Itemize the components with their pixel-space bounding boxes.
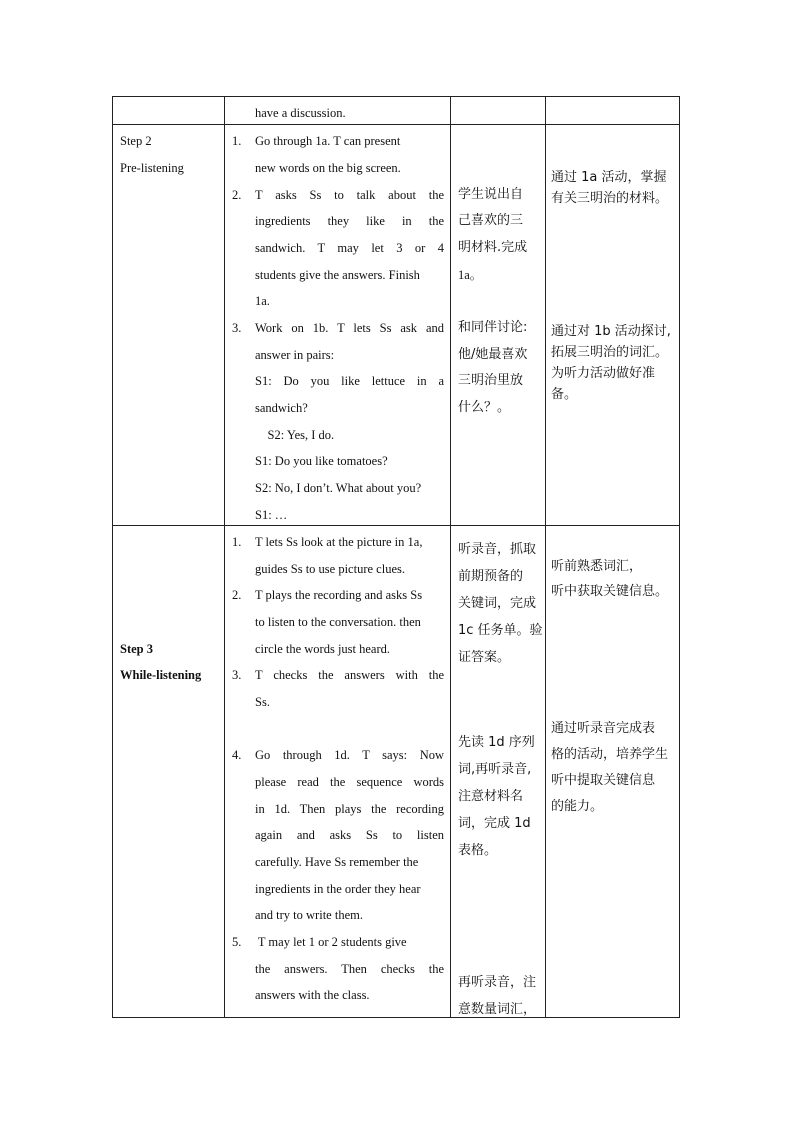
item-line: circle the words just heard. — [255, 642, 391, 656]
item-line: new words on the big screen. — [255, 161, 401, 175]
student-line: 关键词，完成 — [458, 596, 537, 611]
student-line: 前期预备的 — [458, 569, 524, 584]
item-line: answers with the class. — [255, 988, 370, 1002]
item-number: 1. — [232, 134, 242, 148]
item-line: S1: … — [255, 508, 288, 522]
purpose-line: 为听力活动做好准 — [551, 366, 656, 381]
student-line: 意数量词汇， — [458, 1002, 537, 1017]
student-line: 学生说出自 — [458, 187, 524, 202]
student-line: 词,再听录音, — [458, 762, 532, 777]
purpose-line: 备。 — [551, 387, 578, 402]
row0-activity-text: have a discussion. — [255, 106, 346, 120]
item-line: sandwich? — [255, 401, 308, 415]
student-line: 己喜欢的三 — [458, 213, 524, 228]
column-divider — [545, 97, 546, 1017]
item-number: 4. — [232, 748, 242, 762]
item-line: T may let 1 or 2 students give — [255, 935, 407, 949]
item-number: 3. — [232, 668, 242, 682]
item-line: S2: No, I don’t. What about you? — [255, 481, 422, 495]
item-line: in 1d. Then plays the recording — [255, 802, 444, 816]
row-divider — [113, 525, 679, 526]
purpose-line: 的能力。 — [551, 799, 604, 814]
student-line: 1c 任务单。验 — [458, 623, 543, 638]
item-line: again and asks Ss to listen — [255, 828, 444, 842]
column-divider — [224, 97, 225, 1017]
item-line: please read the sequence words — [255, 775, 444, 789]
item-number: 2. — [232, 188, 242, 202]
item-line: S1: Do you like tomatoes? — [255, 454, 388, 468]
item-number: 3. — [232, 321, 242, 335]
item-line: sandwich. T may let 3 or 4 — [255, 241, 444, 255]
row-divider — [113, 124, 679, 125]
column-divider — [450, 97, 451, 1017]
item-line: S1: Do you like lettuce in a — [255, 374, 444, 388]
student-line: 他/她最喜欢 — [458, 347, 528, 362]
item-line: the answers. Then checks the — [255, 962, 444, 976]
item-line: T plays the recording and asks Ss — [255, 588, 423, 602]
student-line: 听录音，抓取 — [458, 542, 537, 557]
step3-subtitle: While-listening — [120, 668, 202, 682]
student-line: 表格。 — [458, 843, 498, 858]
item-number: 1. — [232, 535, 242, 549]
purpose-line: 格的活动，培养学生 — [551, 747, 669, 762]
purpose-line: 听中提取关键信息 — [551, 773, 656, 788]
item-line: and try to write them. — [255, 908, 363, 922]
item-line: students give the answers. Finish — [255, 268, 420, 282]
item-line: Go through 1a. T can present — [255, 134, 401, 148]
step2-subtitle: Pre-listening — [120, 161, 184, 175]
student-line: 先读 1d 序列 — [458, 735, 535, 750]
item-number: 5. — [232, 935, 242, 949]
lesson-plan-table — [112, 96, 680, 1018]
student-line: 1a。 — [458, 268, 483, 282]
item-line: ingredients in the order they hear — [255, 882, 421, 896]
item-line: T asks Ss to talk about the — [255, 188, 444, 202]
item-number: 2. — [232, 588, 242, 602]
step3-title: Step 3 — [120, 642, 153, 656]
student-line: 再听录音，注 — [458, 975, 537, 990]
purpose-line: 通过对 1b 活动探讨, — [551, 324, 671, 339]
purpose-line: 听中获取关键信息。 — [551, 584, 669, 599]
item-line: T lets Ss look at the picture in 1a, — [255, 535, 423, 549]
item-line: 1a. — [255, 294, 270, 308]
item-line: Ss. — [255, 695, 270, 709]
purpose-line: 听前熟悉词汇， — [551, 559, 643, 574]
item-line: carefully. Have Ss remember the — [255, 855, 419, 869]
purpose-line: 拓展三明治的词汇。 — [551, 345, 669, 360]
item-line: S2: Yes, I do. — [255, 428, 335, 442]
purpose-line: 通过 1a 活动，掌握 — [551, 170, 667, 185]
student-line: 三明治里放 — [458, 373, 524, 388]
item-line: answer in pairs: — [255, 348, 335, 362]
item-line: Go through 1d. T says: Now — [255, 748, 444, 762]
student-line: 什么？。 — [458, 400, 511, 415]
student-line: 明材料.完成 — [458, 240, 528, 255]
student-line: 和同伴讨论: — [458, 320, 528, 335]
item-line: Work on 1b. T lets Ss ask and — [255, 321, 444, 335]
item-line: guides Ss to use picture clues. — [255, 562, 405, 576]
student-line: 证答案。 — [458, 650, 511, 665]
student-line: 注意材料名 — [458, 789, 524, 804]
purpose-line: 通过听录音完成表 — [551, 721, 656, 736]
item-line: to listen to the conversation. then — [255, 615, 421, 629]
student-line: 词，完成 1d — [458, 816, 531, 831]
item-line: ingredients they like in the — [255, 214, 444, 228]
item-line: T checks the answers with the — [255, 668, 444, 682]
purpose-line: 有关三明治的材料。 — [551, 191, 669, 206]
step2-title: Step 2 — [120, 134, 152, 148]
